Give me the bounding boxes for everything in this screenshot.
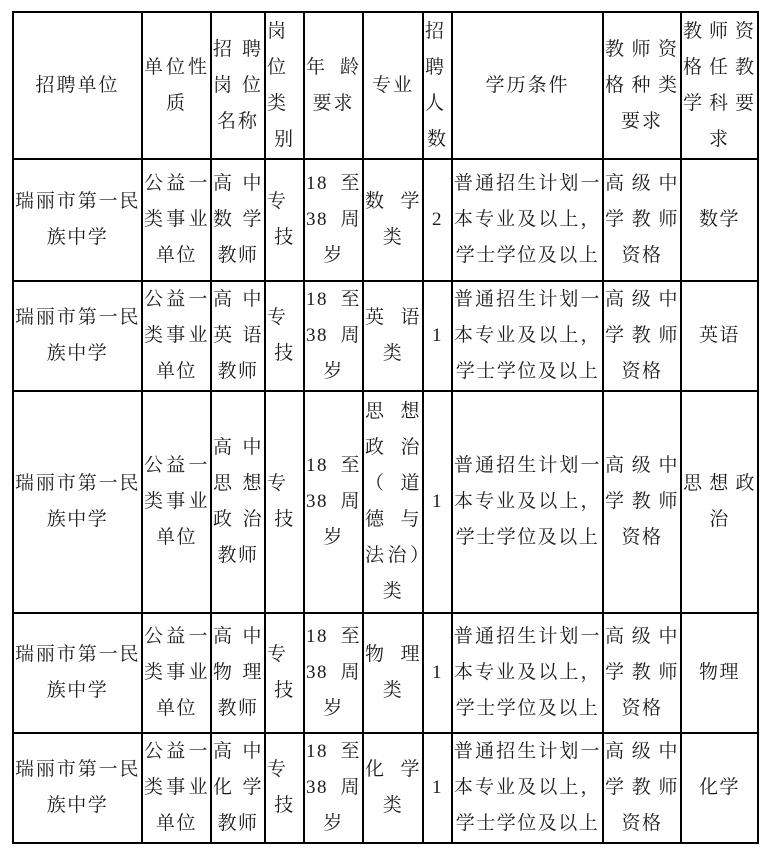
cell-position-category: 专技 bbox=[265, 281, 304, 391]
cell-unit-nature: 公益一类事业单位 bbox=[142, 391, 211, 613]
cell-major: 化学类 bbox=[363, 733, 423, 843]
cell-position-name: 高中数学教师 bbox=[211, 159, 265, 281]
cell-cert-type: 高级中学教师资格 bbox=[603, 613, 681, 733]
cell-education-requirement: 普通招生计划一本专业及以上，学士学位及以上 bbox=[452, 391, 603, 613]
cell-position-category: 专技 bbox=[265, 159, 304, 281]
cell-cert-subject: 英语 bbox=[681, 281, 758, 391]
cell-cert-subject: 化学 bbox=[681, 733, 758, 843]
cell-cert-type: 高级中学教师资格 bbox=[603, 391, 681, 613]
cell-education-requirement: 普通招生计划一本专业及以上，学士学位及以上 bbox=[452, 733, 603, 843]
recruitment-table bbox=[12, 11, 759, 844]
cell-recruiting-unit: 瑞丽市第一民族中学 bbox=[13, 733, 142, 843]
cell-position-name: 高中英语教师 bbox=[211, 281, 265, 391]
header-position-name: 招聘岗位名称 bbox=[211, 12, 265, 159]
header-age-requirement: 年龄要求 bbox=[304, 12, 363, 159]
cell-cert-type: 高级中学教师资格 bbox=[603, 281, 681, 391]
cell-major: 数学类 bbox=[363, 159, 423, 281]
cell-age-requirement: 18至38周岁 bbox=[304, 159, 363, 281]
header-cert-subject: 教师资格任教学科要求 bbox=[681, 12, 758, 159]
table-row bbox=[13, 159, 758, 281]
cell-major: 思想政治（道德与法治）类 bbox=[363, 391, 423, 613]
cell-cert-type: 高级中学教师资格 bbox=[603, 733, 681, 843]
header-recruiting-unit: 招聘单位 bbox=[13, 12, 142, 159]
cell-education-requirement: 普通招生计划一本专业及以上，学士学位及以上 bbox=[452, 281, 603, 391]
header-unit-nature: 单位性质 bbox=[142, 12, 211, 159]
cell-education-requirement: 普通招生计划一本专业及以上，学士学位及以上 bbox=[452, 613, 603, 733]
cell-unit-nature: 公益一类事业单位 bbox=[142, 159, 211, 281]
header-position-category: 岗位类别 bbox=[265, 12, 304, 159]
header-major: 专业 bbox=[363, 12, 423, 159]
cell-headcount: 1 bbox=[423, 281, 452, 391]
cell-headcount: 1 bbox=[423, 391, 452, 613]
cell-age-requirement: 18至38周岁 bbox=[304, 733, 363, 843]
cell-headcount: 1 bbox=[423, 733, 452, 843]
table-row bbox=[13, 613, 758, 733]
cell-cert-type: 高级中学教师资格 bbox=[603, 159, 681, 281]
header-cert-type: 教师资格种类要求 bbox=[603, 12, 681, 159]
cell-unit-nature: 公益一类事业单位 bbox=[142, 613, 211, 733]
cell-recruiting-unit: 瑞丽市第一民族中学 bbox=[13, 391, 142, 613]
cell-cert-subject: 数学 bbox=[681, 159, 758, 281]
cell-cert-subject: 物理 bbox=[681, 613, 758, 733]
cell-unit-nature: 公益一类事业单位 bbox=[142, 281, 211, 391]
cell-recruiting-unit: 瑞丽市第一民族中学 bbox=[13, 281, 142, 391]
cell-headcount: 2 bbox=[423, 159, 452, 281]
cell-position-category: 专技 bbox=[265, 391, 304, 613]
table-header-row bbox=[13, 12, 758, 159]
cell-position-name: 高中化学教师 bbox=[211, 733, 265, 843]
cell-education-requirement: 普通招生计划一本专业及以上，学士学位及以上 bbox=[452, 159, 603, 281]
cell-age-requirement: 18至38周岁 bbox=[304, 391, 363, 613]
table-row bbox=[13, 281, 758, 391]
cell-age-requirement: 18至38周岁 bbox=[304, 613, 363, 733]
header-headcount: 招聘人数 bbox=[423, 12, 452, 159]
table-row bbox=[13, 733, 758, 843]
cell-cert-subject: 思想政治 bbox=[681, 391, 758, 613]
cell-unit-nature: 公益一类事业单位 bbox=[142, 733, 211, 843]
cell-position-name: 高中思想政治教师 bbox=[211, 391, 265, 613]
cell-major: 物理类 bbox=[363, 613, 423, 733]
cell-age-requirement: 18至38周岁 bbox=[304, 281, 363, 391]
table-row bbox=[13, 391, 758, 613]
cell-position-category: 专技 bbox=[265, 733, 304, 843]
cell-major: 英语类 bbox=[363, 281, 423, 391]
cell-position-name: 高中物理教师 bbox=[211, 613, 265, 733]
cell-position-category: 专技 bbox=[265, 613, 304, 733]
cell-recruiting-unit: 瑞丽市第一民族中学 bbox=[13, 613, 142, 733]
cell-recruiting-unit: 瑞丽市第一民族中学 bbox=[13, 159, 142, 281]
cell-headcount: 1 bbox=[423, 613, 452, 733]
header-education-requirement: 学历条件 bbox=[452, 12, 603, 159]
